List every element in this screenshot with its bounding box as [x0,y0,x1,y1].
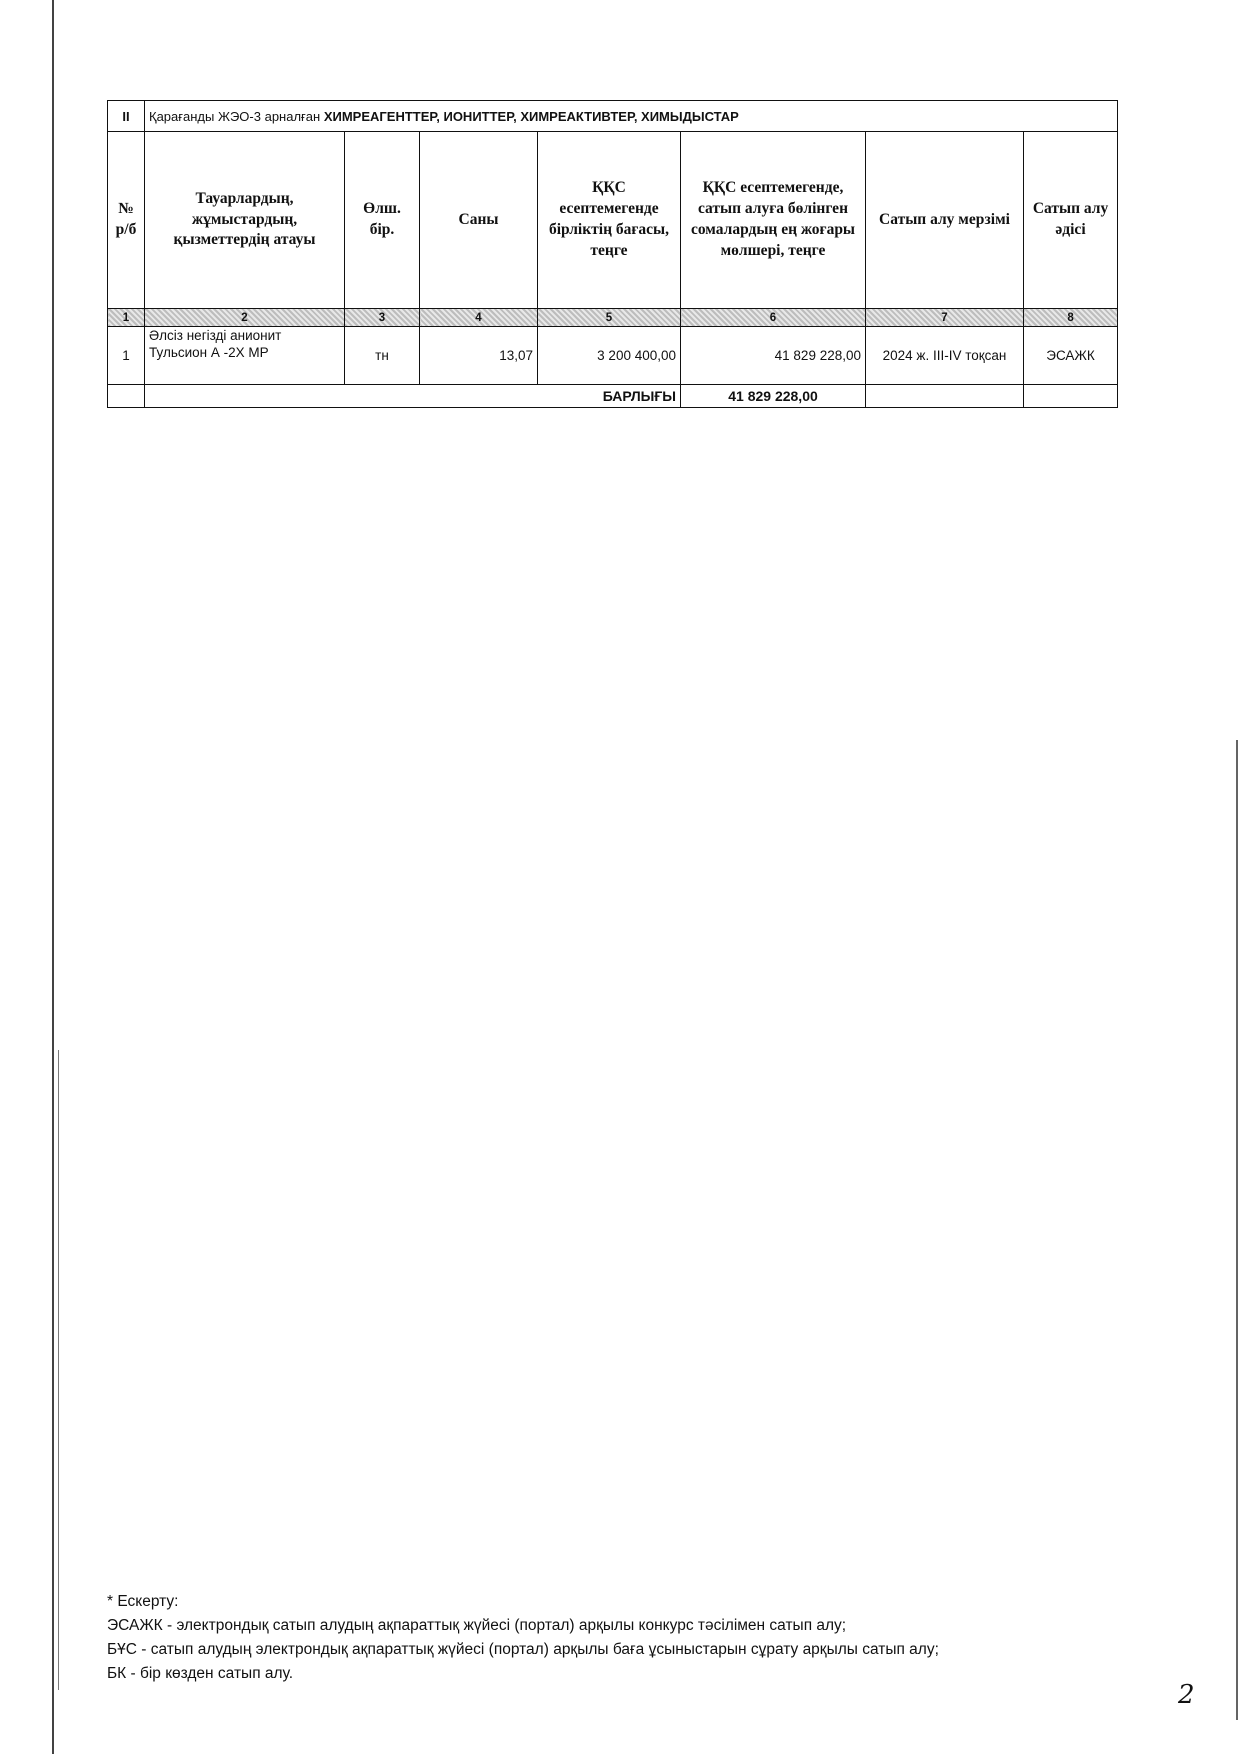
section-title-prefix: Қарағанды ЖЭО-3 арналған [149,108,321,124]
section-row [108,101,1118,132]
row-method: ЭСАЖК [1024,327,1118,385]
header-amount: ҚҚС есептемегенде, сатып алуға бөлінген сомалардың ең жоғары мөлшері, теңге [681,132,866,309]
scan-border-left-inner [58,1050,59,1690]
header-qty: Саны [420,132,538,309]
footnote-item: БК - бір көзден сатып алу. [107,1665,294,1682]
header-row [108,132,1118,309]
row-unit: тн [345,327,420,385]
row-amount: 41 829 228,00 [681,327,866,385]
section-title-main: ХИМРЕАГЕНТТЕР, ИОНИТТЕР, ХИМРЕАКТИВТЕР, ХИМЫДЫСТАР [323,108,739,124]
section-number: II [108,101,145,132]
row-name-line: Тульсион А -2Х МР [149,344,269,360]
footnote-title: * Ескерту: [107,1593,179,1610]
section-title [145,101,1118,132]
column-number: 8 [1024,309,1118,327]
column-number: 4 [420,309,538,327]
header-num: № р/б [108,132,145,309]
footnotes [107,1590,1167,1686]
scan-border-left [52,0,54,1754]
header-name: Тауарлардың, жұмыстардың, қызметтердің атауы [145,132,345,309]
column-number: 5 [538,309,681,327]
row-name-line: Әлсіз негізді анионит [149,328,282,343]
procurement-table [107,100,1118,408]
column-number: 7 [866,309,1024,327]
row-num: 1 [108,327,145,385]
column-number-row [108,309,1118,327]
total-empty [108,385,145,408]
column-number: 2 [145,309,345,327]
total-amount: 41 829 228,00 [681,385,866,408]
header-method: Сатып алу әдісі [1024,132,1118,309]
table-row [108,327,1118,385]
footnote-item: ЭСАЖК - электрондық сатып алудың ақпараттық жүйесі (портал) арқылы конкурс тәсілімен сатып алу; [107,1617,847,1634]
total-row [108,385,1118,408]
total-label: БАРЛЫҒЫ [145,385,681,408]
row-period: 2024 ж. III-IV тоқсан [866,327,1024,385]
column-number: 1 [108,309,145,327]
header-period: Сатып алу мерзімі [866,132,1024,309]
total-empty [866,385,1024,408]
row-price: 3 200 400,00 [538,327,681,385]
page-number: 2 [1178,1680,1195,1710]
column-number: 3 [345,309,420,327]
total-empty [1024,385,1118,408]
row-qty: 13,07 [420,327,538,385]
scan-border-right [1236,740,1238,1720]
row-name [145,327,345,385]
header-unit: Өлш. бір. [345,132,420,309]
header-price: ҚҚС есептемегенде бірліктің бағасы, теңге [538,132,681,309]
column-number: 6 [681,309,866,327]
footnote-item: БҰС - сатып алудың электрондық ақпараттық жүйесі (портал) арқылы баға ұсыныстарын сұрату арқылы сатып алу; [107,1641,939,1658]
